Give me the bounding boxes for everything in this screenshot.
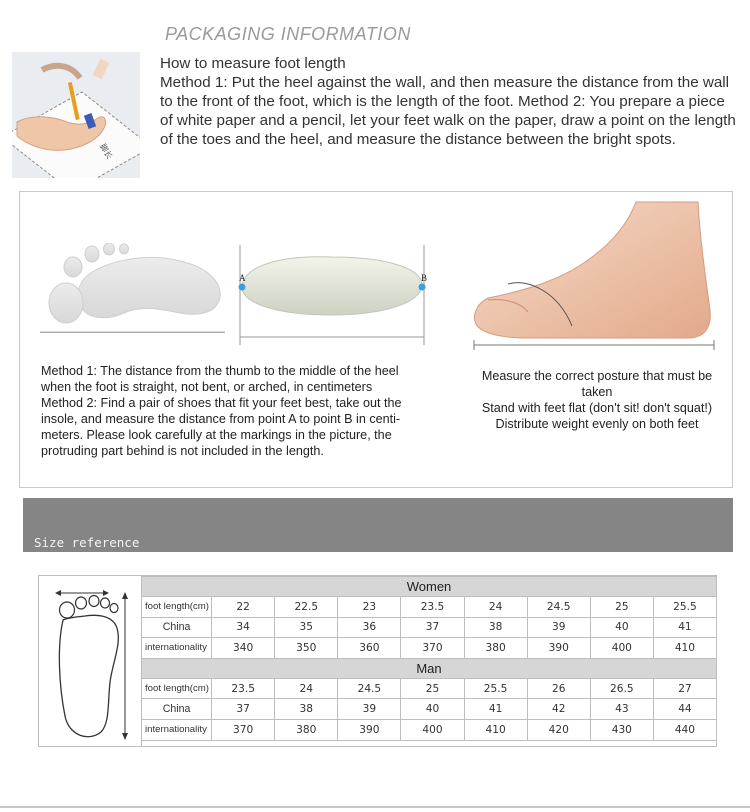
point-a-label: A (239, 273, 246, 283)
table-cell: 380 (275, 719, 338, 740)
row-label: foot length(cm) (142, 597, 212, 618)
posture-line-2: Stand with feet flat (don't sit! don't squat!) (481, 400, 713, 415)
table-cell: 25.5 (653, 597, 716, 618)
table-cell: 400 (401, 719, 464, 740)
point-b-label: B (421, 273, 428, 283)
table-cell: 37 (401, 617, 464, 638)
table-cell: 440 (653, 719, 716, 740)
posture-line-1: Measure the correct posture that must be taken (481, 369, 713, 399)
table-cell: 39 (338, 699, 401, 720)
table-cell: 44 (653, 699, 716, 720)
table-cell: 40 (590, 617, 653, 638)
row-label: China (142, 699, 212, 720)
table-cell: 25 (401, 678, 464, 699)
table-cell: 38 (464, 617, 527, 638)
row-label: internationality (142, 638, 212, 659)
row-label: internationality (142, 719, 212, 740)
posture-line-3: Distribute weight evenly on both feet (495, 416, 699, 431)
method-2-text: Method 2: Find a pair of shoes that fit your feet best, take out the insole, and measure the distance from point A to point B in centi-meters. Please look carefully at the markings in the picture, the protruding part behind is not included in the length. (41, 395, 402, 458)
table-cell: 380 (464, 638, 527, 659)
table-cell: 390 (527, 638, 590, 659)
table-cell: 36 (338, 617, 401, 638)
table-cell: 22 (212, 597, 275, 618)
methods-text (41, 364, 426, 459)
table-cell: 26 (527, 678, 590, 699)
man-header-row (142, 658, 717, 678)
table-row (142, 597, 717, 618)
table-cell: 41 (653, 617, 716, 638)
table-cell: 23.5 (212, 678, 275, 699)
table-row (142, 617, 717, 638)
table-cell: 24 (275, 678, 338, 699)
table-cell: 22.5 (275, 597, 338, 618)
table-cell: 370 (212, 719, 275, 740)
table-cell: 370 (401, 638, 464, 659)
table-cell: 410 (653, 638, 716, 659)
size-reference-label: Size reference (34, 535, 140, 550)
intro-body: Method 1: Put the heel against the wall, and then measure the distance from the wall to the front of the foot, which is the length of the foot. Method 2: You prepare a piece of white paper and a pencil, let your feet walk on the paper, draw a point on the length of the toes and the heel, and measure the distance between the bright spots. (160, 74, 736, 148)
women-header-row (142, 577, 717, 597)
table-cell: 25.5 (464, 678, 527, 699)
table-cell: 430 (590, 719, 653, 740)
table-cell: 43 (590, 699, 653, 720)
method-1-text: Method 1: The distance from the thumb to the middle of the heel when the foot is straight, not bent, or arched, in centimeters (41, 364, 399, 394)
table-cell: 39 (527, 617, 590, 638)
table-cell: 26.5 (590, 678, 653, 699)
table-cell: 410 (464, 719, 527, 740)
table-row (142, 719, 717, 740)
size-table (141, 576, 717, 741)
table-row (142, 678, 717, 699)
women-title: Women (142, 577, 717, 597)
table-cell: 360 (338, 638, 401, 659)
table-cell: 23 (338, 597, 401, 618)
table-cell: 37 (212, 699, 275, 720)
table-cell: 400 (590, 638, 653, 659)
man-title: Man (142, 658, 717, 678)
intro-text (160, 54, 740, 149)
footprint-baseline (40, 332, 225, 333)
bottom-divider (0, 806, 750, 808)
table-cell: 23.5 (401, 597, 464, 618)
foot-outline-cell (39, 576, 142, 746)
intro-heading: How to measure foot length (160, 55, 346, 72)
table-row (142, 699, 717, 720)
photo-label: 脚长 (98, 142, 114, 161)
footprint-icon (40, 243, 225, 335)
row-label: China (142, 617, 212, 638)
table-cell: 420 (527, 719, 590, 740)
table-cell: 40 (401, 699, 464, 720)
table-cell: 24.5 (527, 597, 590, 618)
foot-photo-illustration (12, 52, 140, 178)
foot-measure-photo (12, 52, 140, 178)
side-foot-icon (468, 200, 718, 355)
table-cell: 34 (212, 617, 275, 638)
table-cell: 350 (275, 638, 338, 659)
table-cell: 41 (464, 699, 527, 720)
table-cell: 25 (590, 597, 653, 618)
table-cell: 390 (338, 719, 401, 740)
row-label: foot length(cm) (142, 678, 212, 699)
table-row (142, 638, 717, 659)
table-cell: 27 (653, 678, 716, 699)
table-cell: 42 (527, 699, 590, 720)
packaging-title: PACKAGING INFORMATION (165, 24, 411, 44)
foot-outline-icon (39, 576, 141, 746)
table-cell: 340 (212, 638, 275, 659)
table-cell: 24 (464, 597, 527, 618)
table-cell: 35 (275, 617, 338, 638)
posture-text (472, 369, 722, 433)
table-cell: 24.5 (338, 678, 401, 699)
table-cell: 38 (275, 699, 338, 720)
insole-icon (232, 245, 437, 345)
